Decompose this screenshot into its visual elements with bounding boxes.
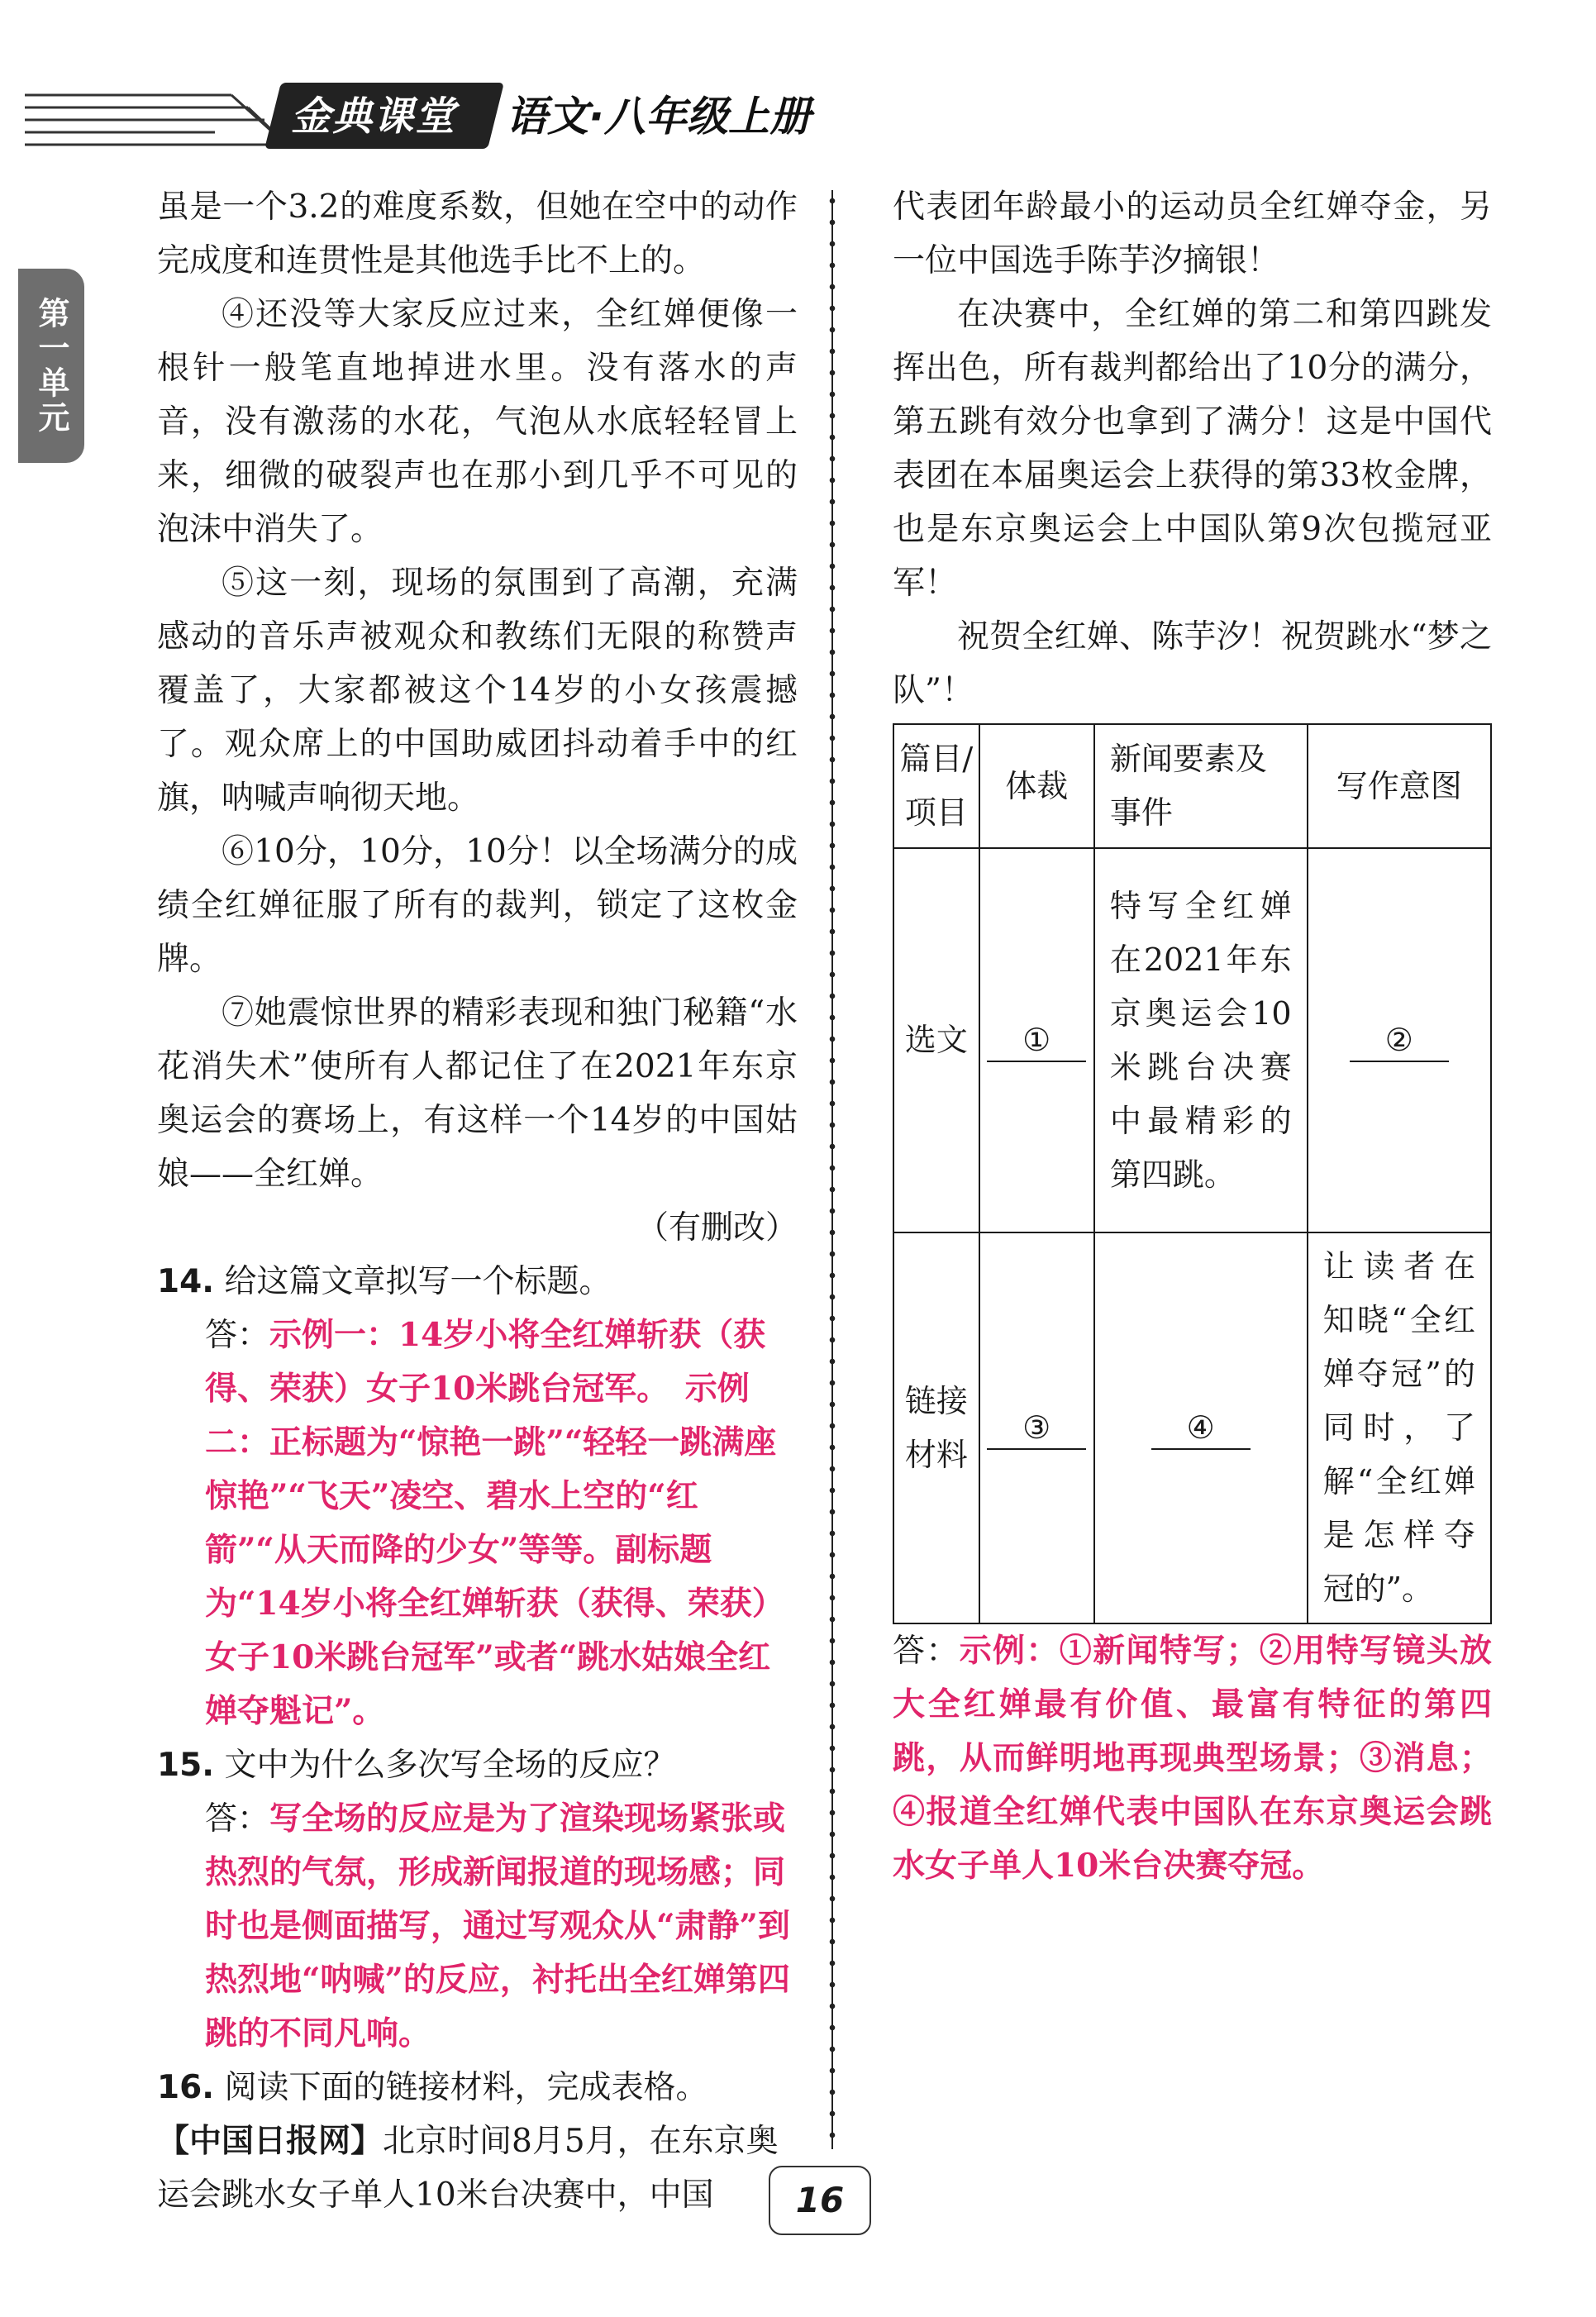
answer-text: 示例一：14岁小将全红婵斩获（获得、荣获）女子10米跳台冠军。 示例二：正标题为“惊艳一跳”“轻轻一跳满座惊艳”“飞天”凌空、碧水上空的“红箭”“从天而降的少女”等等。副标题为“14岁小将全红婵斩获（获得、荣获）女子10米跳台冠军”或者“跳水姑娘全红婵夺魁记”。 <box>205 1316 784 1730</box>
header-cell: 体裁 <box>979 724 1094 848</box>
question-number: 14. <box>157 1263 215 1300</box>
header-title: 语文·八年级上册 <box>506 93 811 141</box>
header-cell: 篇目/项目 <box>893 724 979 848</box>
question-number: 15. <box>157 1747 215 1784</box>
paragraph-6: ⑥10分，10分，10分！以全场满分的成绩全红婵征服了所有的裁判，锁定了这枚金牌。 <box>157 833 798 978</box>
row-label: 选文 <box>893 848 979 1232</box>
material-paragraph-2: 在决赛中，全红婵的第二和第四跳发挥出色，所有裁判都给出了10分的满分，第五跳有效分也拿到了满分！这是中国代表团在本届奥运会上获得的第33枚金牌，也是东京奥运会上中国队第9次包揽冠亚军！ <box>893 296 1492 602</box>
answer-15 <box>157 1792 798 2061</box>
question-number: 16. <box>157 2069 215 2106</box>
paragraph-7: ⑦她震惊世界的精彩表现和独门秘籍“水花消失术”使所有人都记住了在2021年东京奥运会的赛场上，有这样一个14岁的中国姑娘——全红婵。 <box>157 994 798 1193</box>
answer-label: 答： <box>205 1800 270 1838</box>
elements-cell: 特写全红婵在2021年东京奥运会10米跳台决赛中最精彩的第四跳。 <box>1094 848 1308 1232</box>
material-paragraph-3: 祝贺全红婵、陈芋汐！祝贺跳水“梦之队”！ <box>893 618 1492 709</box>
blank-1: ① <box>987 1019 1086 1062</box>
right-column <box>893 180 1492 718</box>
header-decor-lines <box>25 74 289 165</box>
elements-cell <box>1094 1232 1308 1623</box>
question-14 <box>157 1255 798 1309</box>
page-header <box>0 50 1596 157</box>
blank-3: ③ <box>987 1407 1086 1450</box>
table-answer-text <box>893 1624 1492 1893</box>
column-divider <box>827 190 838 2149</box>
answer-text: 示例：①新闻特写；②用特写镜头放大全红婵最有价值、最富有特征的第四跳，从而鲜明地再现典型场景；③消息；④报道全红婵代表中国队在东京奥运会跳水女子单人10米台决赛夺冠。 <box>893 1632 1492 1885</box>
answer-text: 写全场的反应是为了渲染现场紧张或热烈的气氛，形成新闻报道的现场感；同时也是侧面描写，通过写观众从“肃静”到热烈地“呐喊”的反应，衬托出全红婵第四跳的不同凡响。 <box>205 1800 790 2052</box>
material-text: 北京时间8月5月，在东京奥运会跳水女子单人10米台决赛中，中国 <box>157 2123 779 2214</box>
header-brand: 金典课堂 <box>291 93 457 140</box>
blank-2: ② <box>1350 1019 1449 1062</box>
paragraph-5: ⑤这一刻，现场的氛围到了高潮，充满感动的音乐声被观众和教练们无限的称赞声覆盖了，大家都被这个14岁的小女孩震撼了。观众席上的中国助威团抖动着手中的红旗，呐喊声响彻天地。 <box>157 565 798 817</box>
answer-14 <box>157 1309 798 1738</box>
link-material <box>157 2114 798 2222</box>
table-header-row <box>893 724 1491 848</box>
page-number: 16 <box>769 2166 871 2235</box>
material-continued: 代表团年龄最小的运动员全红婵夺金，另一位中国选手陈芋汐摘银！ <box>893 188 1492 279</box>
left-column <box>157 180 798 2222</box>
table-row <box>893 848 1491 1232</box>
question-15 <box>157 1738 798 1792</box>
blank-4: ④ <box>1151 1407 1251 1450</box>
genre-cell <box>979 848 1094 1232</box>
intent-cell <box>1308 848 1491 1232</box>
question-text: 给这篇文章拟写一个标题。 <box>224 1263 612 1300</box>
table-row <box>893 1232 1491 1623</box>
row-label: 链接材料 <box>893 1232 979 1623</box>
unit-tab: 第一单元 <box>18 269 84 463</box>
edit-note: （有删改） <box>636 1209 798 1247</box>
header-cell: 写作意图 <box>1308 724 1491 848</box>
genre-cell <box>979 1232 1094 1623</box>
paragraph-1: 虽是一个3.2的难度系数，但她在空中的动作完成度和连贯性是其他选手比不上的。 <box>157 188 798 279</box>
answer-label: 答： <box>205 1317 270 1354</box>
answer-label: 答： <box>893 1633 960 1670</box>
material-source: 【中国日报网】 <box>157 2123 384 2160</box>
intent-cell: 让读者在知晓“全红婵夺冠”的同时，了解“全红婵是怎样夺冠的”。 <box>1308 1232 1491 1623</box>
question-text: 阅读下面的链接材料，完成表格。 <box>224 2069 708 2106</box>
paragraph-4: ④还没等大家反应过来，全红婵便像一根针一般笔直地掉进水里。没有落水的声音，没有激荡的水花，气泡从水底轻轻冒上来，细微的破裂声也在那小到几乎不可见的泡沫中消失了。 <box>157 296 798 548</box>
header-cell: 新闻要素及事件 <box>1094 724 1308 848</box>
question-text: 文中为什么多次写全场的反应？ <box>224 1747 676 1784</box>
table-answer <box>893 1624 1492 1893</box>
question-16 <box>157 2061 798 2114</box>
answer-table <box>893 723 1492 1624</box>
